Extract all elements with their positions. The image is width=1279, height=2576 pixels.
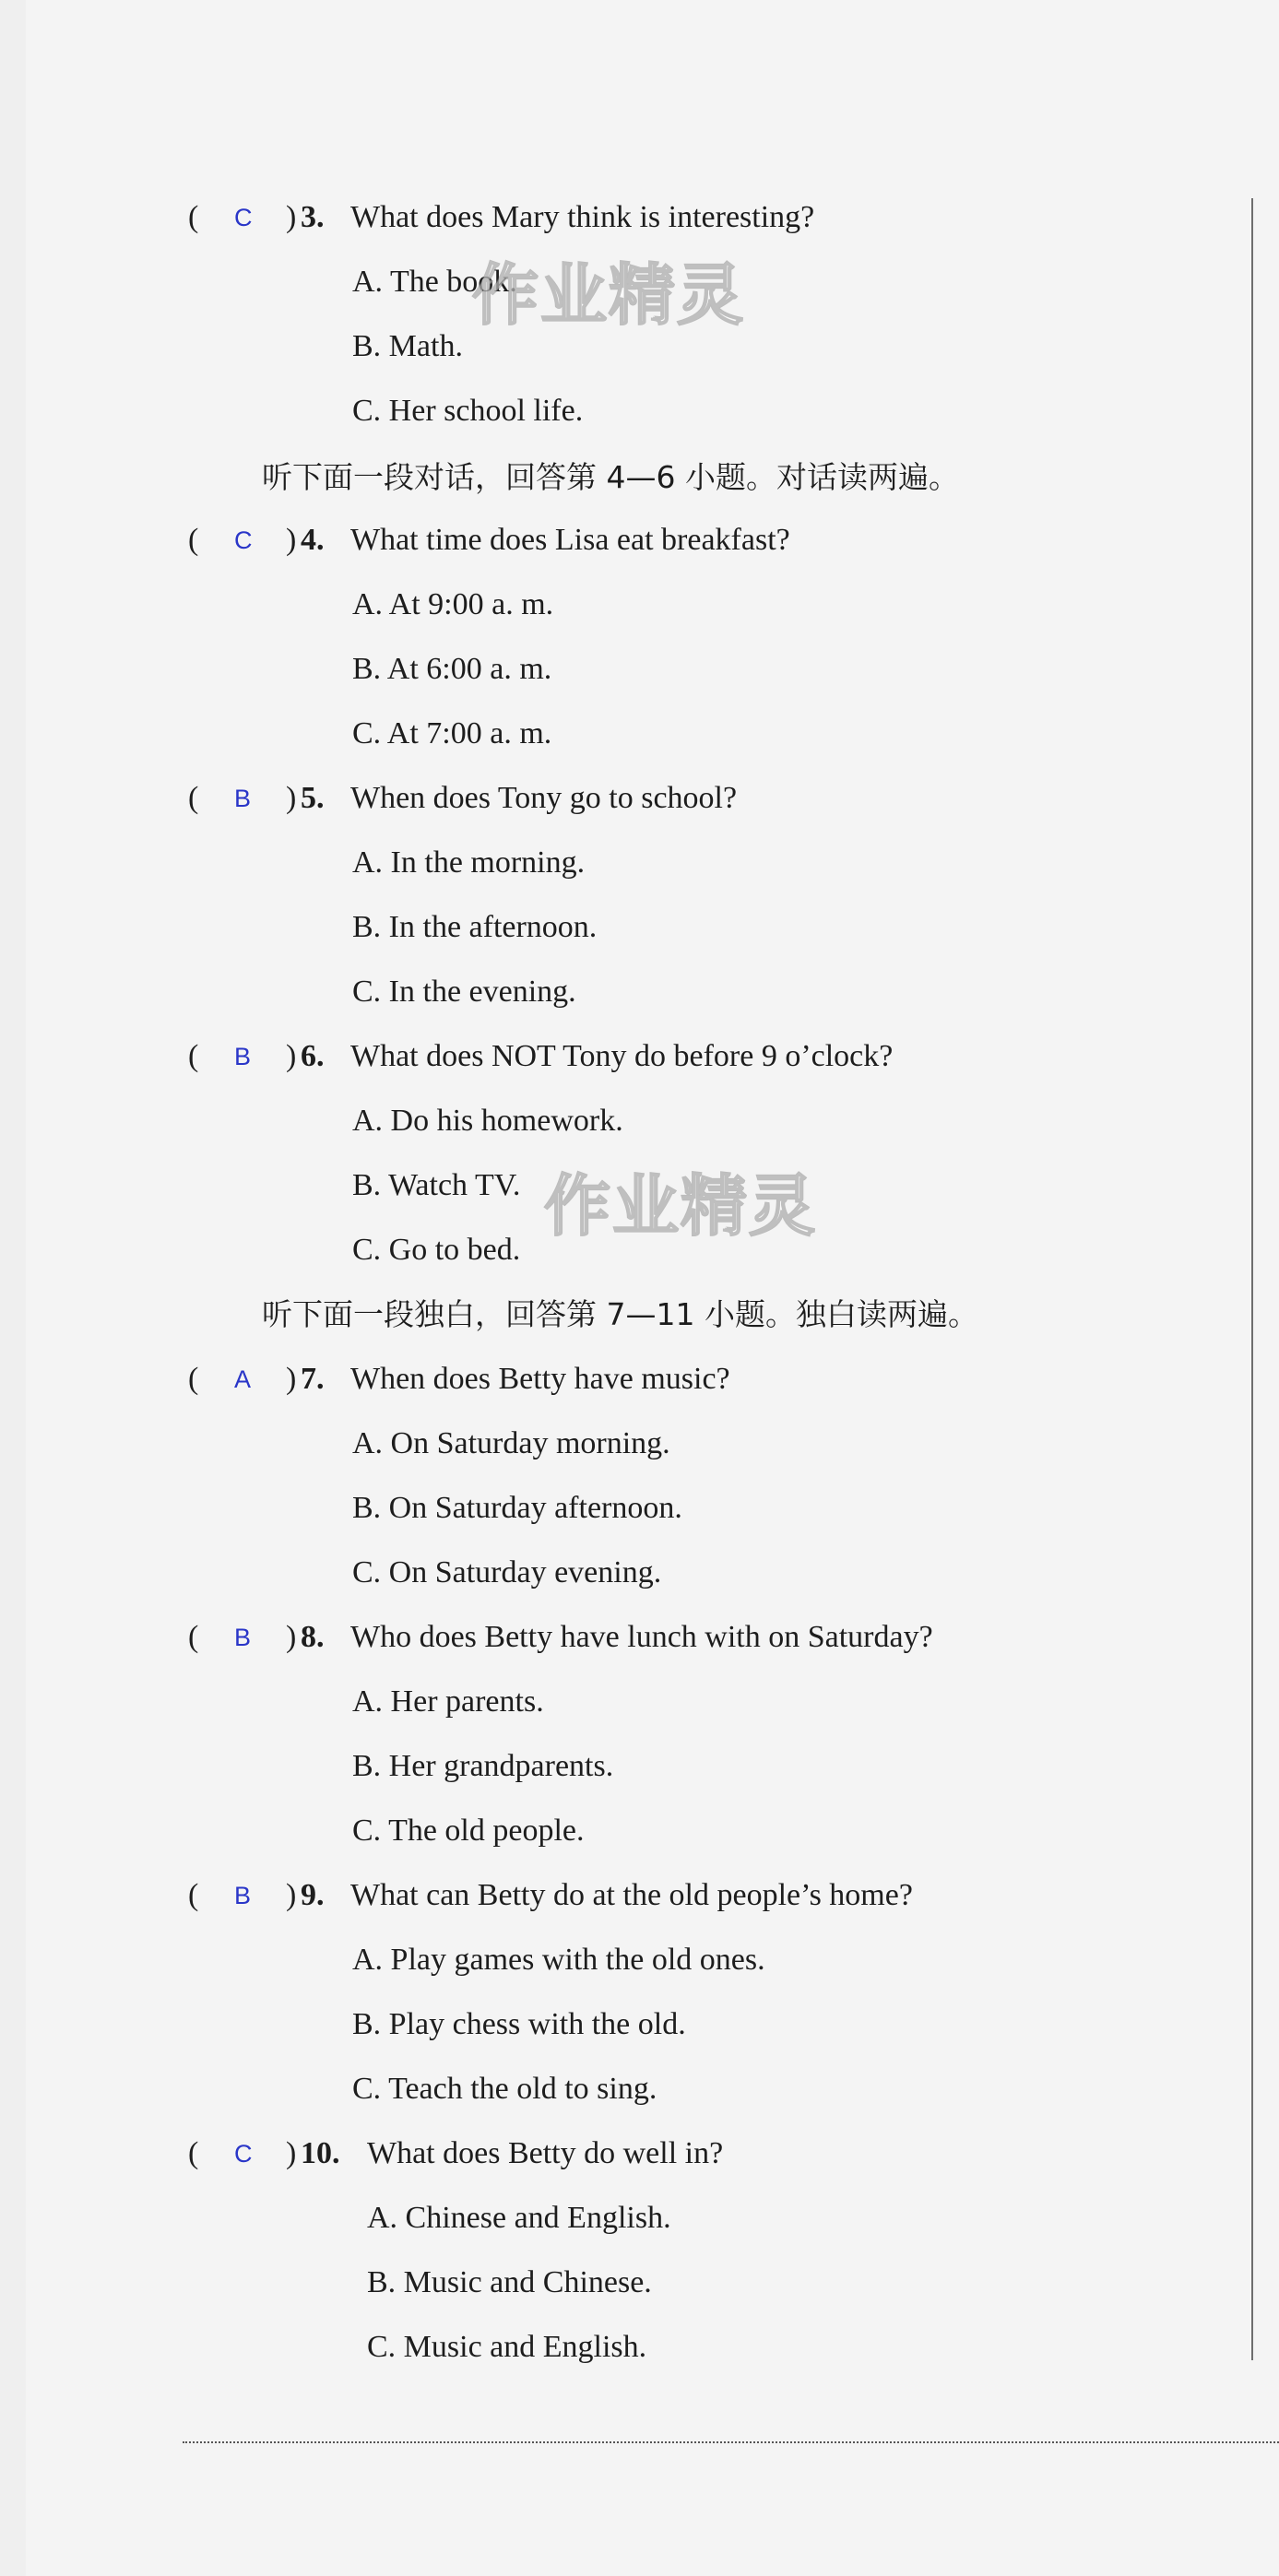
question-text: What time does Lisa eat breakfast? — [350, 523, 790, 557]
option-text: B. On Saturday afternoon. — [352, 1491, 682, 1525]
question-number: 8. — [301, 1620, 325, 1654]
answer-choice: C — [234, 204, 253, 231]
question-number: 10. — [301, 2136, 340, 2170]
answer-paren-close: ) — [286, 200, 297, 234]
option-text: A. At 9:00 a. m. — [352, 587, 554, 621]
option-text: B. Math. — [352, 329, 463, 363]
answer-paren-close: ) — [286, 2136, 297, 2170]
option-text: A. Chinese and English. — [367, 2201, 671, 2235]
option-text: B. Watch TV. — [352, 1168, 521, 1202]
answer-paren-close: ) — [286, 1878, 297, 1912]
question-number: 4. — [301, 523, 325, 557]
question-text: When does Tony go to school? — [350, 781, 738, 815]
option-text: C. At 7:00 a. m. — [352, 716, 552, 750]
answer-choice: A — [234, 1365, 252, 1393]
question-text: What can Betty do at the old people’s home? — [350, 1878, 913, 1912]
answer-choice: C — [234, 2140, 253, 2168]
bottom-dotted-rule — [183, 2441, 1279, 2443]
answer-paren-close: ) — [286, 781, 297, 815]
worksheet-page — [26, 0, 1279, 2576]
instruction-text: 听下面一段对话，回答第 4—6 小题。对话读两遍。 — [262, 459, 959, 495]
option-text: C. On Saturday evening. — [352, 1555, 662, 1589]
question-text: What does Betty do well in? — [367, 2136, 724, 2170]
option-text: A. On Saturday morning. — [352, 1426, 670, 1460]
question-text: What does Mary think is interesting? — [350, 200, 815, 234]
question-number: 3. — [301, 200, 325, 234]
answer-paren-open: ( — [188, 523, 199, 557]
answer-choice: B — [234, 1043, 252, 1070]
question-text: When does Betty have music? — [350, 1362, 730, 1396]
option-text: A. The book. — [352, 265, 517, 299]
answer-paren-open: ( — [188, 781, 199, 815]
option-text: A. Play games with the old ones. — [352, 1943, 765, 1977]
option-text: B. Music and Chinese. — [367, 2265, 652, 2299]
question-text: What does NOT Tony do before 9 o’clock? — [350, 1039, 894, 1073]
option-text: A. Do his homework. — [352, 1104, 623, 1138]
answer-paren-close: ) — [286, 1039, 297, 1073]
option-text: B. In the afternoon. — [352, 910, 598, 944]
option-text: A. In the morning. — [352, 845, 586, 880]
option-text: C. Her school life. — [352, 394, 584, 428]
question-number: 7. — [301, 1362, 325, 1396]
answer-choice: B — [234, 785, 252, 812]
question-number: 6. — [301, 1039, 325, 1073]
answer-paren-open: ( — [188, 200, 199, 234]
option-text: B. Play chess with the old. — [352, 2007, 686, 2041]
option-text: C. Go to bed. — [352, 1233, 521, 1267]
question-text: Who does Betty have lunch with on Saturday? — [350, 1620, 933, 1654]
answer-choice: B — [234, 1882, 252, 1909]
question-number: 5. — [301, 781, 325, 815]
answer-paren-close: ) — [286, 1362, 297, 1396]
answer-paren-close: ) — [286, 523, 297, 557]
answer-paren-open: ( — [188, 2136, 199, 2170]
answer-paren-open: ( — [188, 1362, 199, 1396]
option-text: A. Her parents. — [352, 1684, 544, 1719]
answer-paren-open: ( — [188, 1039, 199, 1073]
watermark-logo: 作业精灵 — [544, 1167, 818, 1245]
answer-paren-open: ( — [188, 1878, 199, 1912]
option-text: C. The old people. — [352, 1814, 585, 1848]
option-text: C. Music and English. — [367, 2330, 647, 2364]
answer-choice: B — [234, 1624, 252, 1651]
right-margin-rule — [1251, 198, 1253, 2360]
option-text: C. Teach the old to sing. — [352, 2072, 657, 2106]
option-text: B. Her grandparents. — [352, 1749, 614, 1783]
option-text: B. At 6:00 a. m. — [352, 652, 552, 686]
option-text: C. In the evening. — [352, 975, 576, 1009]
question-number: 9. — [301, 1878, 325, 1912]
instruction-text: 听下面一段独白，回答第 7—11 小题。独白读两遍。 — [262, 1296, 978, 1332]
answer-choice: C — [234, 526, 253, 554]
watermark-logo: 作业精灵 — [472, 256, 746, 334]
answer-paren-close: ) — [286, 1620, 297, 1654]
answer-paren-open: ( — [188, 1620, 199, 1654]
